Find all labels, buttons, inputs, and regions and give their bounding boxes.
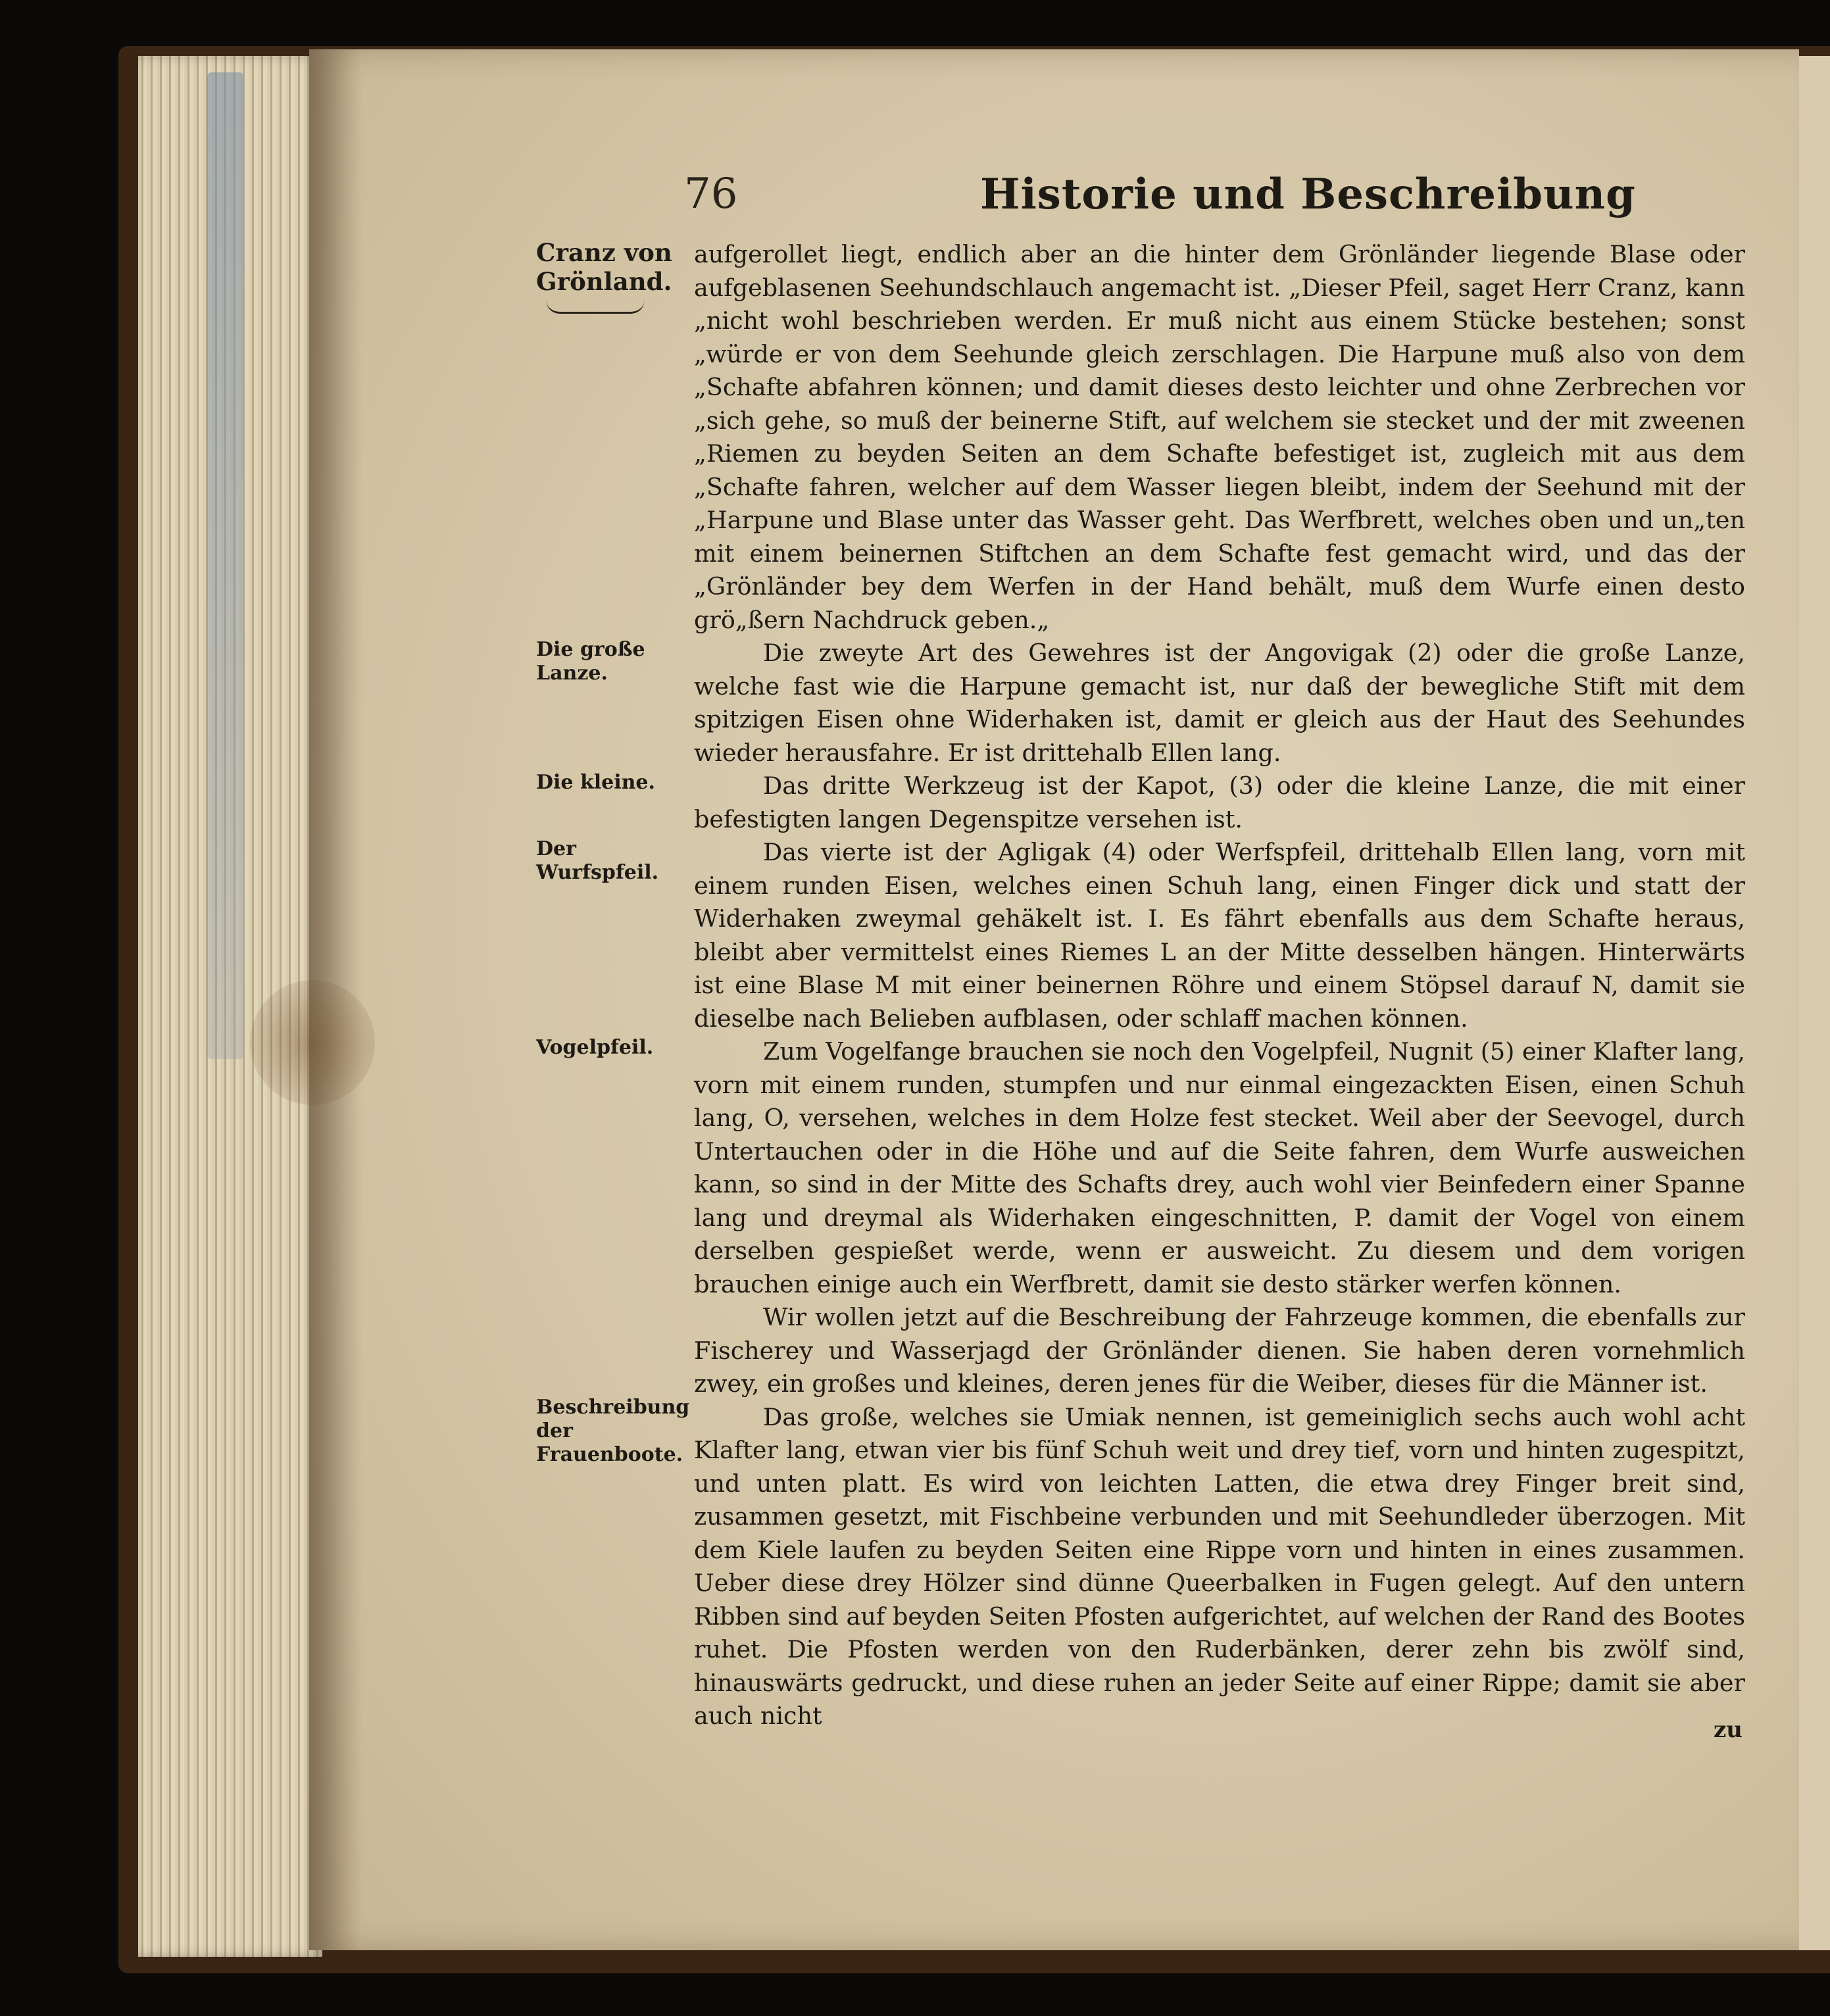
- page-header: [0, 170, 1830, 235]
- margin-note-frauenboote: Beschreibung der Frauenboote.: [536, 1396, 690, 1466]
- page-number: 76: [684, 170, 738, 218]
- paragraph: Die zweyte Art des Gewehres ist der Angovigak (2) oder die große Lanze, welche fast wie die Harpune gemacht ist, nur daß der bewegliche Stift mit dem spitzigen Eisen ohne Widerhaken ist, damit er gleich aus der Haut des Seehundes wieder herausfahre. Er ist drittehalb Ellen lang.: [694, 639, 1745, 767]
- margin-ornament: [546, 300, 645, 314]
- facing-page-edge: [1799, 56, 1830, 1950]
- paper-stain: [250, 980, 375, 1105]
- paragraph: Wir wollen jetzt auf die Beschreibung der Fahrzeuge kommen, die ebenfalls zur Fischerey und Wasserjagd der Grönländer dienen. Sie haben deren vornehmlich zwey, ein großes und kleines, deren jenes für die Weiber, dieses für die Männer ist.: [694, 1303, 1745, 1398]
- margin-note-cranz: Cranz von Grönland.: [536, 238, 672, 296]
- running-title: Historie und Beschreibung: [980, 170, 1636, 219]
- margin-note-wurfspfeil: Der Wurfspfeil.: [536, 837, 659, 884]
- paragraph: Das dritte Werkzeug ist der Kapot, (3) oder die kleine Lanze, die mit einer befestigten langen Degenspitze versehen ist.: [694, 772, 1745, 833]
- margin-note-vogelpfeil: Vogelpfeil.: [536, 1036, 654, 1059]
- paragraph: Zum Vogelfange brauchen sie noch den Vogelpfeil, Nugnit (5) einer Klafter lang, vorn mit einem runden, stumpfen und nur einmal eingezackten Eisen, einen Schuh lang, O, versehen, welches in dem Holze fest stecket. Weil aber der Seevogel, durch Untertauchen oder in die Höhe und auf die Seite fahren, dem Wurfe ausweichen kann, so sind in der Mitte des Schafts drey, auch wohl vier Beinfedern einer Spanne lang und dreymal als Widerhaken eingeschnitten, P. damit der Vogel von einem derselben gespießet werde, wenn er ausweicht. Zu diesem und dem vorigen brauchen einige auch ein Werfbrett, damit sie desto stärker werfen können.: [694, 1037, 1745, 1298]
- paragraph: Das große, welches sie Umiak nennen, ist gemeiniglich sechs auch wohl acht Klafter lang, etwan vier bis fünf Schuh weit und drey tief, vorn und hinten zugespitzt, und unten platt. Es wird von leichten Latten, die etwa drey Finger breit sind, zusammen gesetzt, mit Fischbeine verbunden und mit Seehundleder überzogen. Mit dem Kiele laufen zu beyden Seiten eine Rippe vorn und hinten in eines zusammen. Ueber diese drey Hölzer sind dünne Queerbalken in Fugen gelegt. Auf den untern Ribben sind auf beyden Seiten Pfosten aufgerichtet, auf welchen der Rand des Bootes ruhet. Die Pfosten werden von den Ruderbänken, derer zehn bis zwölf sind, hinauswärts gedruckt, und diese ruhen an jeder Seite auf einer Rippe; damit sie aber auch nicht: [694, 1402, 1745, 1730]
- margin-note-kleine: Die kleine.: [536, 771, 655, 794]
- paragraph: Das vierte ist der Agligak (4) oder Werfspfeil, drittehalb Ellen lang, vorn mit einem runden Eisen, welches einen Schuh lang, einen Finger dick und statt der Widerhaken zweymal gehäkelt ist. I. Es fährt ebenfalls aus dem Schafte heraus, bleibt aber vermittelst eines Riemes L an der Mitte desselben hängen. Hinterwärts ist eine Blase M mit einer beinernen Röhre und einem Stöpsel darauf N, damit sie dieselbe nach Belieben aufblasen, oder schlaff machen können.: [694, 838, 1745, 1033]
- catchword: zu: [1714, 1717, 1743, 1743]
- body-text: [694, 238, 1745, 1733]
- margin-note-grosse-lanze: Die große Lanze.: [536, 638, 645, 685]
- paragraph: aufgerollet liegt, endlich aber an die hinter dem Grönländer liegende Blase oder aufgeblasenen Seehundschlauch angemacht ist. „Dieser Pfeil, saget Herr Cranz, kann „nicht wohl beschrieben werden. Er muß nicht aus einem Stücke bestehen; sonst „würde er von dem Seehunde gleich zerschlagen. Die Harpune muß also von dem „Schafte abfahren können; und damit dieses desto leichter und ohne Zerbrechen vor „sich gehe, so muß der beinerne Stift, auf welchem sie stecket und der mit zweenen „Riemen zu beyden Seiten an dem Schafte befestiget ist, zugleich mit aus dem „Schafte fahren, welcher auf dem Wasser liegen bleibt, indem der Seehund mit der „Harpune und Blase unter das Wasser geht. Das Werfbrett, welches oben und un„ten mit einem beinernen Stiftchen an dem Schafte fest gemacht wird, und das der „Grönländer bey dem Werfen in der Hand behält, muß dem Wurfe einen desto grö„ßern Nachdruck geben.„: [694, 240, 1745, 634]
